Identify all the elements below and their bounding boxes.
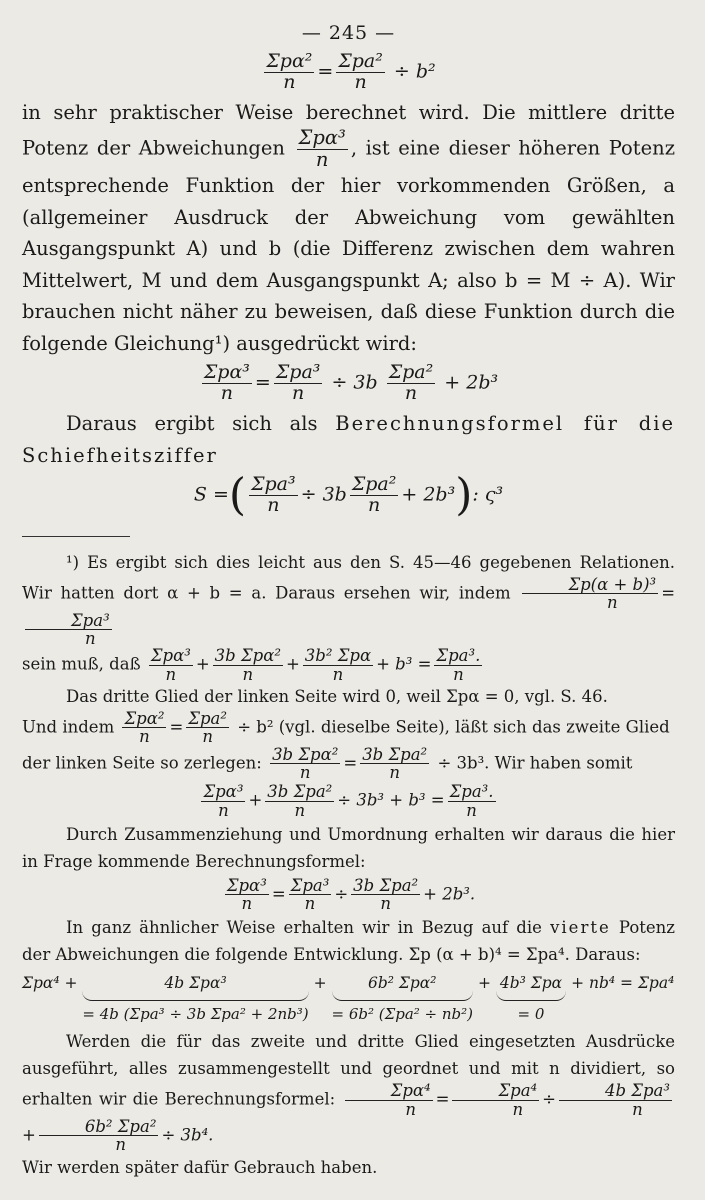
main-text [22, 50, 676, 521]
equation-2: $\frac{\text{Σpα³}}{n}$ = $\frac{\text{Σpa³}}{n}$ ÷ 3b $\frac{\text{Σpa²}}{n}$ + 2b³ [203, 361, 499, 405]
paragraph-2: Daraus ergibt sich als Berechnungsformel für die Schiefheitsziffer [22, 412, 675, 467]
paragraph-1: in sehr praktischer Weise berechnet wird. Die mittlere dritte Potenz der Abweichungen $\frac{\text{Σpα³}}{n}$ , ist eine dieser höheren Potenz entsprechende Funktion der hier vorkommenden Größen, a (allgemeiner Ausdruck der Abweichung vom gewählten Ausgangspunkt A) und b (die Differenz zwischen dem wahren Mittelwert, M und dem Ausgangspunkt A; also b = M ÷ A). Wir brauchen nicht näher zu beweisen, daß diese Funktion durch die folgende Gleichung¹) ausgedrückt wird: [22, 100, 676, 355]
equation-1: $\frac{\text{Σpα²}}{n}$ = $\frac{\text{Σpa²}}{n}$ ÷ b² [266, 50, 436, 93]
page-number: — 245 — [301, 22, 396, 44]
footnote-rule [22, 536, 130, 537]
footnote: ¹) Es ergibt sich dies leicht aus den S. 45—46 gegebenen Relationen. Wir hatten dort α + b = a. Daraus ersehen wir, indem $\frac{\text{Σp(α + b)³}}{n}$ = $\frac{\text{Σpa³}}{n}$ sein muß, daß $\frac{\text{Σpα³}}{n}$ + $\frac{\text{3b Σpα²}}{n}$ + $\frac{\text{3b² Σpα}}{n}$ + b³ = $\frac{\text{Σpa³.}}{n}$ Das dritte Glied der linken Seite wird 0, weil Σpα = 0, vgl. S. 46. Und indem $\frac{\text{Σpα²}}{n}$ = $\frac{\text{Σpa²}}{n}$ ÷ b² (vgl. dieselbe Seite), läßt sich das zweite Glied der linken Seite so zerlegen: $\frac{\text{3b Σpα²}}{n}$ = $\frac{\text{3b Σpa²}}{n}$ ÷ 3b³. Wir haben somit $\frac{\text{Σpα³}}{n}$ + $\frac{\text{3b Σpa²}}{n}$ ÷ 3b³ + b³ = $\frac{\text{Σpa³.}}{n}$ Durch Zusammenziehung und Umordnung erhalten wir daraus die hier in Frage kommende Berechnungsformel: $\frac{\text{Σpα³}}{n}$ = $\frac{\text{Σpa³}}{n}$ ÷ $\frac{\text{3b Σpa²}}{n}$ + 2b³. In ganz ähnlicher Weise erhalten wir in Bezug auf die vierte Potenz der Abweichungen die folgende Entwicklung. Σp (α + b)⁴ = Σpa⁴. Daraus: Σpα⁴ + 4b Σpα³ = 4b (Σpa³ ÷ 3b Σpa² + 2nb³) + 6b² Σpα² = 6b² (Σpa² ÷ nb²) + 4b³ Σpα = 0 + nb⁴ = Σpa⁴ Werden die für das zweite und dritte Glied eingesetzten Ausdrücke ausgeführt, alles zusammengestellt und geordnet und mit n dividiert, so erhalten wir die Berechnungsformel: $\frac{\text{Σpα⁴}}{n}$ = $\frac{\text{Σpa⁴}}{n}$ ÷ $\frac{\text{4b Σpa³}}{n}$ + $\frac{\text{6b² Σpa²}}{n}$ ÷ 3b⁴. Wir werden später dafür Gebrauch haben. [22, 553, 676, 1177]
equation-3: S =( $\frac{\text{Σpa³}}{n}$ ÷ 3b $\frac{\text{Σpa²}}{n}$ + 2b³): ς³ [193, 469, 504, 521]
